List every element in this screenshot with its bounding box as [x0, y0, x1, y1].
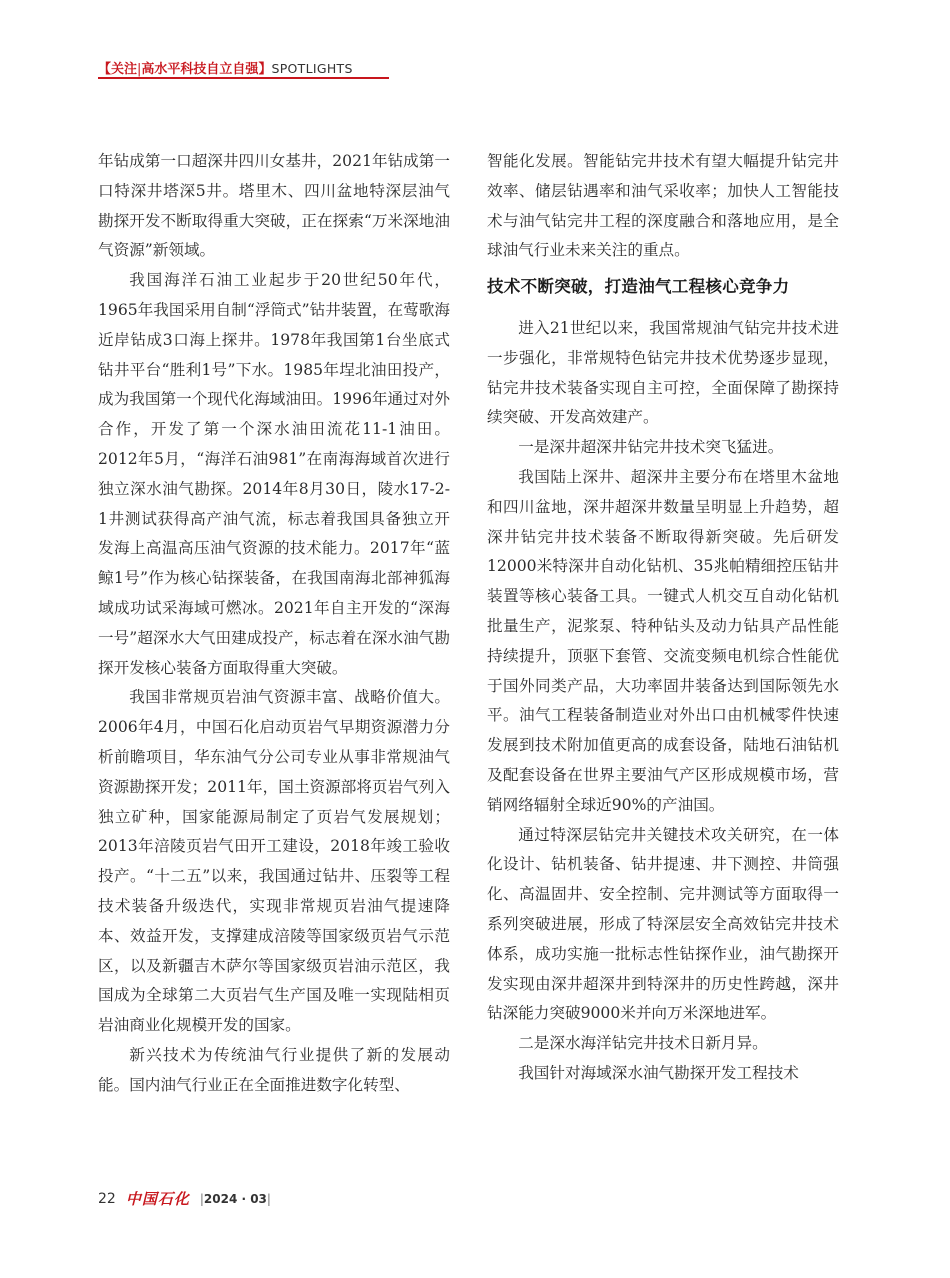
left-paragraph-1: 年钻成第一口超深井四川女基井，2021年钻成第一口特深井塔深5井。塔里木、四川盆地特深层油气勘探开发不断取得重大突破，正在探索“万米深地油气资源”新领域。	[98, 152, 450, 260]
right-paragraph-3: 我国陆上深井、超深井主要分布在塔里木盆地和四川盆地，深井超深井数量呈明显上升趋势，超深井钻完井技术装备不断取得新突破。先后研发12000米特深井自动化钻机、35兆帕精细控压钻井装置等核心装备工具。一键式人机交互自动化钻机批量生产，泥浆泵、特种钻头及动力钻具产品性能持续提升，顶驱下套管、交流变频电机综合性能优于国外同类产品，大功率固井装备达到国际领先水平。油气工程装备制造业对外出口由机械零件快速发展到技术附加值更高的成套设备，陆地石油钻机及配套设备在世界主要油气产区形成规模市场，营销网络辐射全球近90%的产油国。	[487, 467, 839, 814]
header-rule	[98, 77, 389, 79]
page-number: 22	[98, 1190, 116, 1207]
right-intro: 智能化发展。智能钻完井技术有望大幅提升钻完井效率、储层钻遇率和油气采收率；加快人工智能技术与油气钻完井工程的深度融合和落地应用，是全球油气行业未来关注的重点。	[487, 152, 839, 260]
header-bracket-close: 】	[258, 62, 272, 77]
page-footer	[98, 1188, 271, 1209]
issue-bar-right: |	[266, 1191, 271, 1206]
left-paragraph-4: 新兴技术为传统油气行业提供了新的发展动能。国内油气行业正在全面推进数字化转型、	[98, 1045, 450, 1094]
right-paragraph-2: 一是深井超深井钻完井技术突飞猛进。	[518, 438, 784, 457]
header-divider: |	[137, 62, 142, 77]
right-column	[487, 147, 839, 1089]
issue-label: 2024 · 03	[203, 1191, 267, 1206]
header-bracket-open: 【	[98, 62, 112, 77]
right-paragraph-6: 我国针对海域深水油气勘探开发工程技术	[518, 1063, 799, 1082]
header-label-en: SPOTLIGHTS	[271, 61, 353, 76]
section-header	[98, 58, 353, 77]
right-paragraph-4: 通过特深层钻完井关键技术攻关研究，在一体化设计、钻机装备、钻井提速、井下测控、井筒强化、高温固井、安全控制、完井测试等方面取得一系列突破进展，形成了特深层安全高效钻完井技术体系，成功实施一批标志性钻探作业，油气勘探开发实现由深井超深井到特深井的历史性跨越，深井钻深能力突破9000米并向万米深地进军。	[487, 825, 839, 1023]
issue-bar-left: |	[199, 1191, 204, 1206]
header-section: 关注	[111, 62, 138, 77]
right-paragraph-5: 二是深水海洋钻完井技术日新月异。	[518, 1034, 768, 1053]
issue-number	[200, 1192, 271, 1206]
section-heading: 技术不断突破，打造油气工程核心竞争力	[487, 277, 790, 297]
right-paragraph-1: 进入21世纪以来，我国常规油气钻完井技术进一步强化，非常规特色钻完井技术优势逐步显现，钻完井技术装备实现自主可控，全面保障了勘探持续突破、开发高效建产。	[487, 318, 839, 427]
header-topic: 高水平科技自立自强	[141, 62, 259, 77]
left-paragraph-3: 我国非常规页岩油气资源丰富、战略价值大。2006年4月，中国石化启动页岩气早期资源潜力分析前瞻项目，华东油气分公司专业从事非常规油气资源勘探开发；2011年，国土资源部将页岩气列入独立矿种，国家能源局制定了页岩气发展规划；2013年涪陵页岩气田开工建设，2018年竣工验收投产。“十二五”以来，我国通过钻井、压裂等工程技术装备升级迭代，实现非常规页岩油气提速降本、效益开发，支撑建成涪陵等国家级页岩气示范区，以及新疆吉木萨尔等国家级页岩油示范区，我国成为全球第二大页岩气生产国及唯一实现陆相页岩油商业化规模开发的国家。	[98, 688, 450, 1035]
magazine-logo: 中国石化	[125, 1190, 190, 1208]
left-column	[98, 147, 450, 1101]
left-paragraph-2: 我国海洋石油工业起步于20世纪50年代，1965年我国采用自制“浮筒式”钻井装置，在莺歌海近岸钻成3口海上探井。1978年我国第1台坐底式钻井平台“胜利1号”下水。1985年埕北油田投产，成为我国第一个现代化海域油田。1996年通过对外合作，开发了第一个深水油田流花11-1油田。2012年5月，“海洋石油981”在南海海域首次进行独立深水油气勘探。2014年8月30日，陵水17-2-1井测试获得高产油气流，标志着我国具备独立开发海上高温高压油气资源的技术能力。2017年“蓝鲸1号”作为核心钻探装备，在我国南海北部神狐海域成功试采海域可燃冰。2021年自主开发的“深海一号”超深水大气田建成投产，标志着在深水油气勘探开发核心装备方面取得重大突破。	[98, 271, 450, 677]
